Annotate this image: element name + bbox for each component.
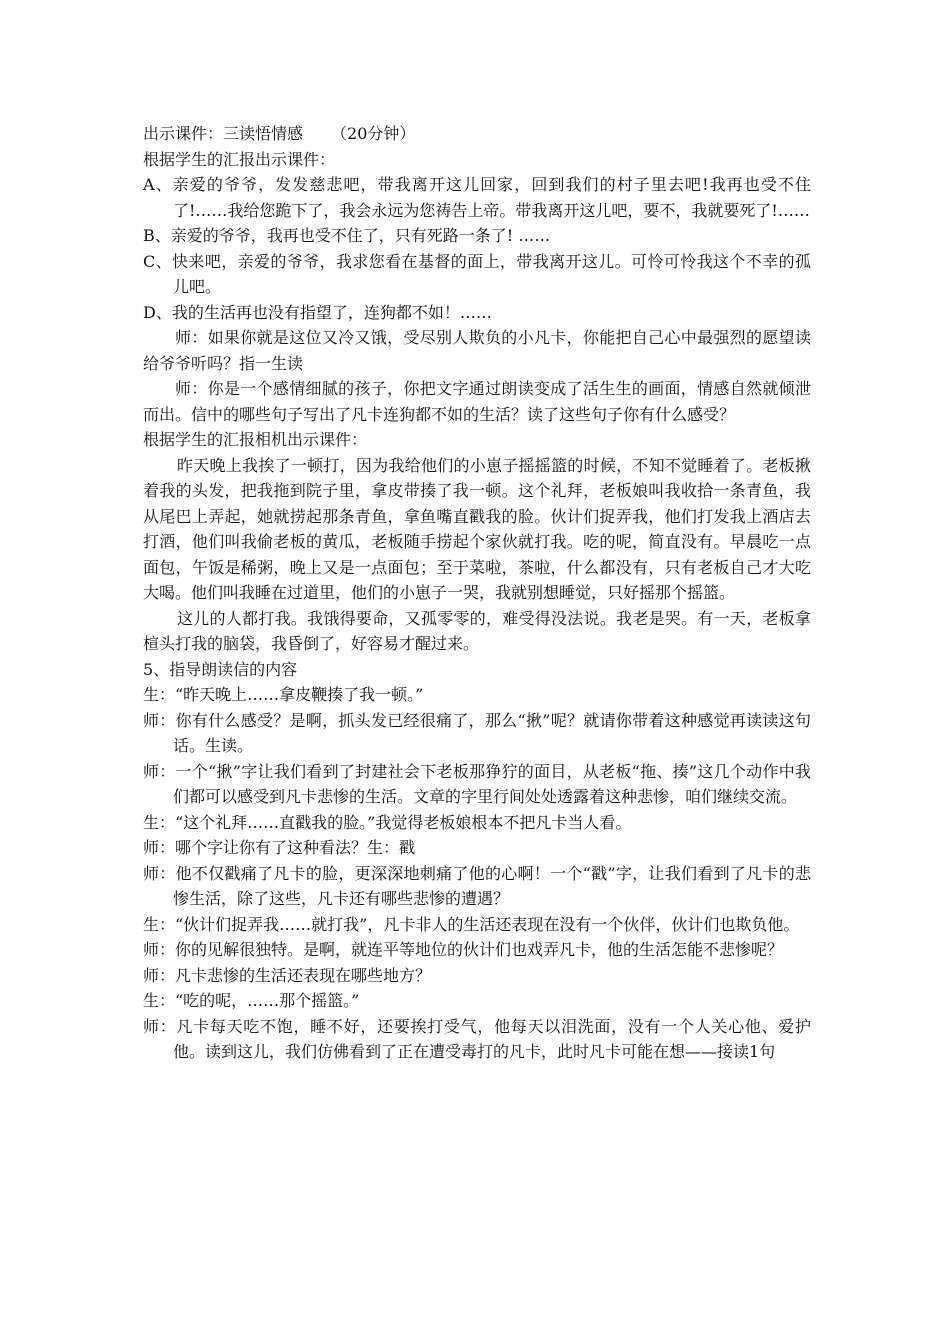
- option-b: B、亲爱的爷爷，我再也受不住了，只有死路一条了! ……: [143, 226, 551, 245]
- quote-paragraph-1: 昨天晚上我挨了一顿打，因为我给他们的小崽子摇摇篮的时候，不知不觉睡着了。老板揪着我的头发，把我拖到院子里，拿皮带揍了我一顿。这个礼拜，老板娘叫我收拾一条青鱼，我从尾巴上弄起，她就捞起那条青鱼，拿鱼嘴直戳我的脸。伙计们捉弄我，他们打发我上酒店去打酒，他们叫我偷老板的黄瓜，老板随手捞起个家伙就打我。吃的呢，简直没有。早晨吃一点面包，午饭是稀粥，晚上又是一点面包；至于菜啦，茶啦，什么都没有，只有老板自己才大吃大喝。他们叫我睡在过道里，他们的小崽子一哭，我就别想睡觉，只好摇那个摇篮。: [143, 455, 811, 602]
- section-heading-5: 5、指导朗读信的内容: [143, 659, 298, 679]
- dialogue-line: 师：哪个字让你有了这种看法？生：戳: [143, 838, 416, 857]
- heading-time: （20分钟）: [331, 124, 416, 143]
- dialogue-line: 师：凡卡悲惨的生活还表现在哪些地方？: [143, 965, 432, 985]
- dialogue-line: 师：他不仅戳痛了凡卡的脸，更深深地刺痛了他的心啊！一个“戳”字，让我们看到了凡卡的悲惨生活，除了这些，凡卡还有哪些悲惨的遭遇？: [143, 863, 811, 908]
- dialogue-line: 生：“吃的呢，……那个摇篮。”: [143, 991, 360, 1010]
- option-a: A、亲爱的爷爷，发发慈悲吧，带我离开这儿回家，回到我们的村子里去吧!我再也受不住了!……我给您跪下了，我会永远为您祷告上帝。带我离开这儿吧，要不，我就要死了!……: [143, 175, 811, 220]
- dialogue-line: 师：凡卡每天吃不饱，睡不好，还要挨打受气，他每天以泪洗面，没有一个人关心他、爱护他。读到这儿，我们仿佛看到了正在遭受毒打的凡卡，此时凡卡可能在想——接读1句: [143, 1016, 811, 1061]
- quote-paragraph-2: 这儿的人都打我。我饿得要命，又孤零零的，难受得没法说。我老是哭。有一天，老板拿楦头打我的脑袋，我昏倒了，好容易才醒过来。: [143, 608, 811, 653]
- heading-title: 出示课件：三读悟情感: [143, 124, 304, 143]
- dialogue-line: 师：一个“揪”字让我们看到了封建社会下老板那狰狞的面目，从老板“拖、揍”这几个动作中我们都可以感受到凡卡悲惨的生活。文章的字里行间处处透露着这种悲惨，咱们继续交流。: [143, 761, 811, 806]
- dialogue-line: 师：你有什么感受？是啊，抓头发已经很痛了，那么“揪”呢？就请你带着这种感觉再读读这句话。生读。: [143, 710, 811, 755]
- dialogue-line: 师：你的见解很独特。是啊，就连平等地位的伙计们也戏弄凡卡，他的生活怎能不悲惨呢？: [143, 940, 784, 959]
- option-c: C、快来吧，亲爱的爷爷，我求您看在基督的面上，带我离开这儿。可怜可怜我这个不幸的孤儿吧。: [143, 251, 811, 296]
- teacher-paragraph-1: 师：如果你就是这位又冷又饿，受尽别人欺负的小凡卡，你能把自己心中最强烈的愿望读给爷爷听吗？指一生读: [143, 328, 811, 373]
- teacher-paragraph-2: 师：你是一个感情细腻的孩子，你把文字通过朗读变成了活生生的画面，情感自然就倾泄而出。信中的哪些句子写出了凡卡连狗都不如的生活？读了这些句子你有什么感受？: [143, 379, 811, 424]
- intro-text-2: 根据学生的汇报相机出示课件：: [143, 430, 368, 449]
- option-d: D、我的生活再也没有指望了，连狗都不如！……: [143, 302, 492, 322]
- lesson-heading: [143, 121, 811, 147]
- document-page: [143, 121, 811, 1065]
- dialogue-line: 生：“昨天晚上……拿皮鞭揍了我一顿。”: [143, 685, 424, 704]
- dialogue-line: 生：“伙计们捉弄我……就打我”，凡卡非人的生活还表现在没有一个伙伴，伙计们也欺负他。: [143, 914, 800, 934]
- intro-text-1: 根据学生的汇报出示课件：: [143, 149, 336, 169]
- dialogue-line: 生：“这个礼拜……直戳我的脸。”我觉得老板娘根本不把凡卡当人看。: [143, 812, 632, 832]
